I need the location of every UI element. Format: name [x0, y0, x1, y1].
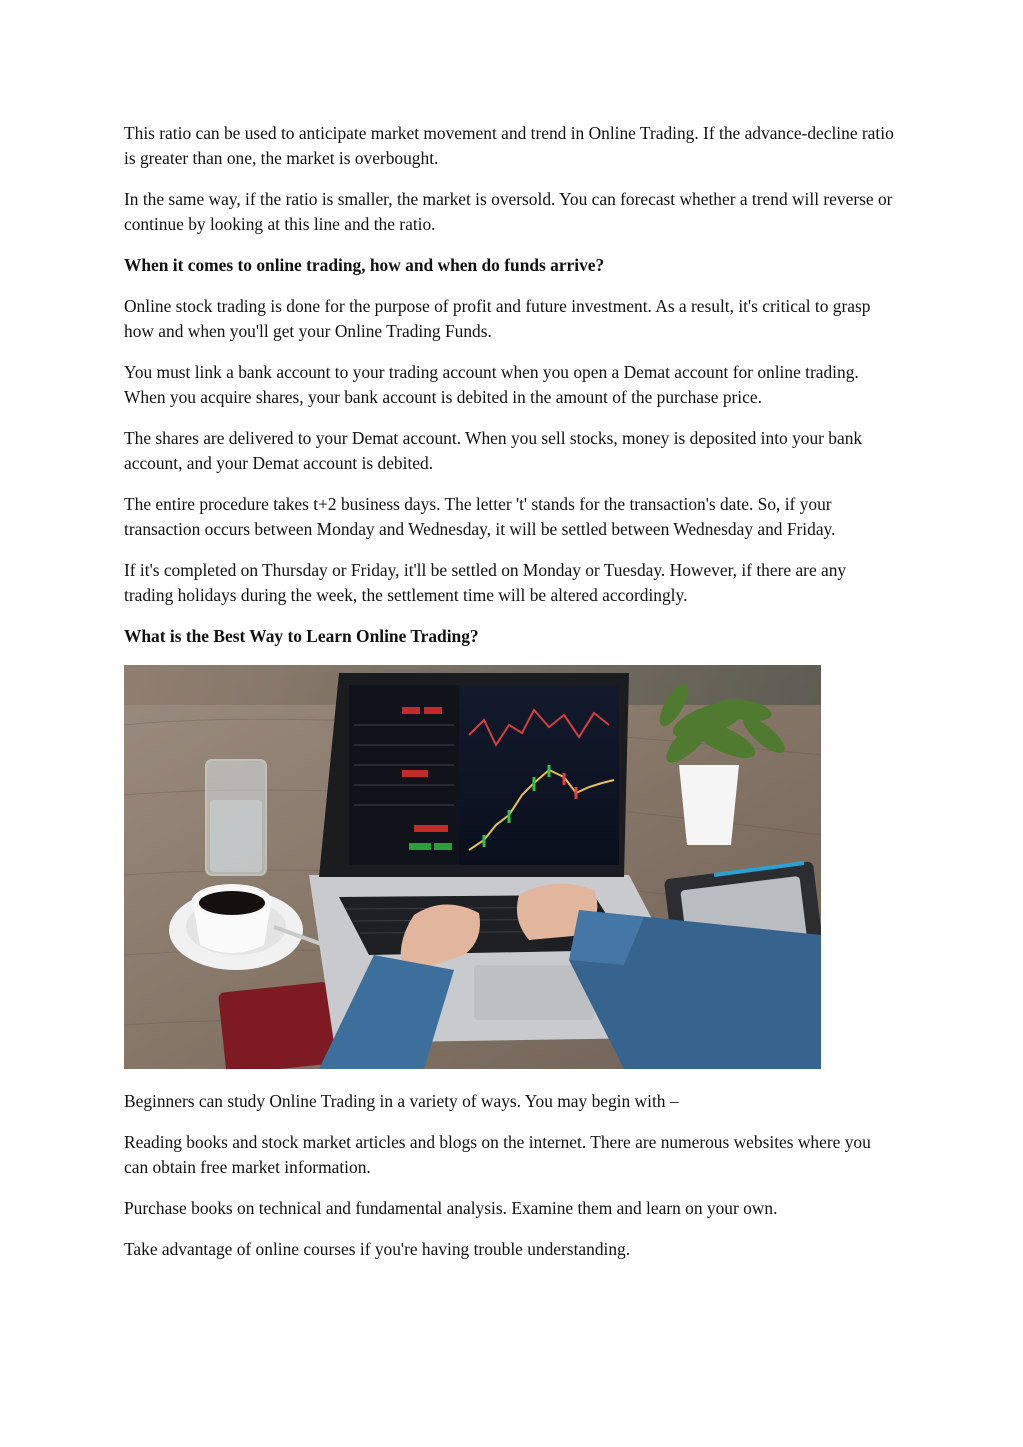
section-heading-funds: When it comes to online trading, how and when do funds arrive? — [124, 255, 605, 275]
paragraph: The entire procedure takes t+2 business days. The letter 't' stands for the transaction's date. So, if your transaction occurs between Monday and Wednesday, it will be settled between Wednesday and Friday. — [124, 494, 836, 539]
paragraph: Online stock trading is done for the purpose of profit and future investment. As a result, it's critical to grasp how and when you'll get your Online Trading Funds. — [124, 296, 871, 341]
section-heading-learn: What is the Best Way to Learn Online Trading? — [124, 626, 479, 646]
paragraph: This ratio can be used to anticipate market movement and trend in Online Trading. If the advance-decline ratio is greater than one, the market is overbought. — [124, 123, 894, 168]
paragraph: Purchase books on technical and fundamental analysis. Examine them and learn on your own. — [124, 1198, 778, 1218]
paragraph: You must link a bank account to your trading account when you open a Demat account for online trading. When you acquire shares, your bank account is debited in the amount of the purchase price. — [124, 362, 859, 407]
paragraph: Beginners can study Online Trading in a variety of ways. You may begin with – — [124, 1091, 679, 1111]
laptop-trading-photo — [124, 665, 821, 1069]
paragraph: In the same way, if the ratio is smaller, the market is oversold. You can forecast whether a trend will reverse or continue by looking at this line and the ratio. — [124, 189, 893, 234]
paragraph: If it's completed on Thursday or Friday, it'll be settled on Monday or Tuesday. However, if there are any trading holidays during the week, the settlement time will be altered accordingly. — [124, 560, 847, 605]
document-page — [124, 121, 899, 1278]
paragraph: Take advantage of online courses if you're having trouble understanding. — [124, 1239, 631, 1259]
paragraph: Reading books and stock market articles and blogs on the internet. There are numerous websites where you can obtain free market information. — [124, 1132, 871, 1177]
paragraph: The shares are delivered to your Demat account. When you sell stocks, money is deposited into your bank account, and your Demat account is debited. — [124, 428, 863, 473]
